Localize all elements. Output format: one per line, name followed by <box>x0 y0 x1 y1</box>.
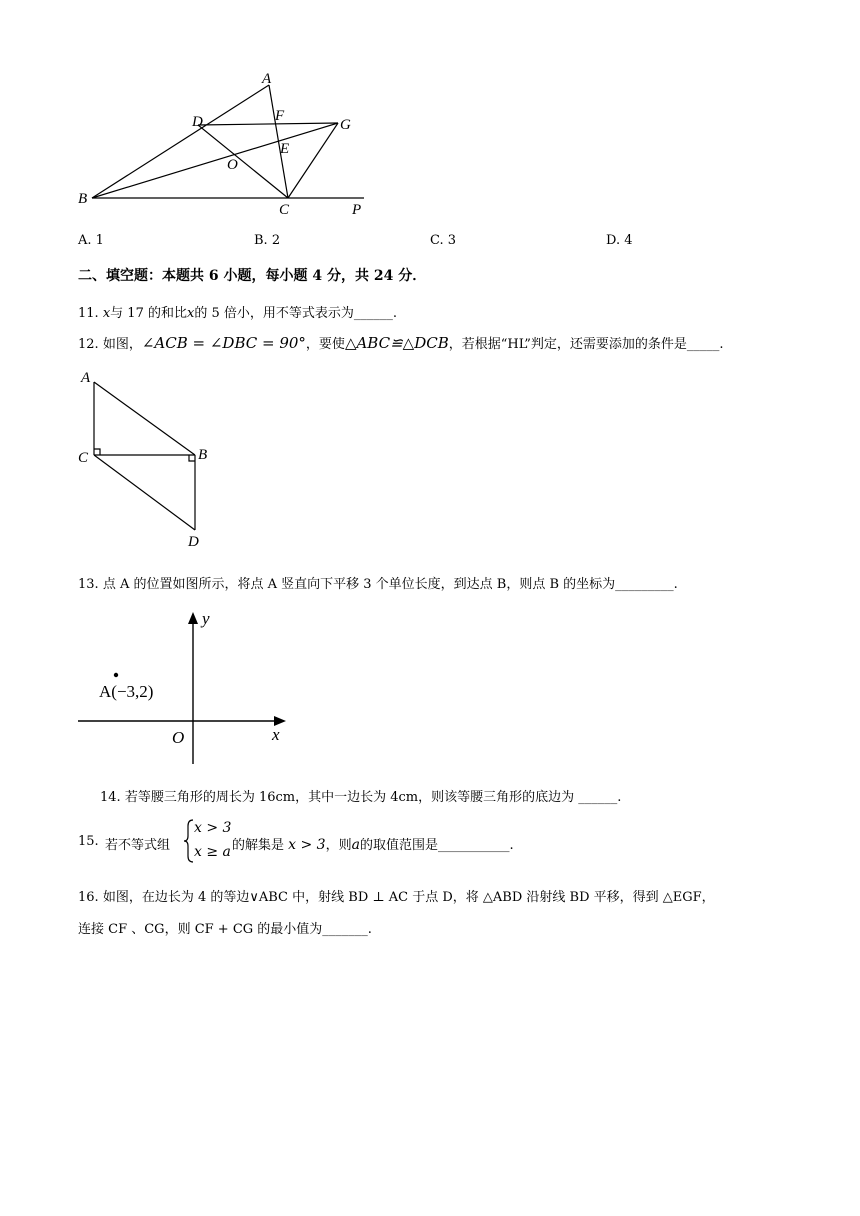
q14-number: 14. <box>100 790 121 805</box>
question-16-line-2 <box>78 918 372 937</box>
point-a-dot <box>114 673 118 677</box>
y-axis-arrow-icon <box>188 612 198 624</box>
q11-text-2: 的 5 倍小，用不等式表示为______. <box>194 306 397 321</box>
label-B: B <box>78 191 88 207</box>
q11-number: 11. <box>78 306 99 321</box>
right-angle-mark-c <box>94 449 100 455</box>
label-A: A <box>81 370 91 386</box>
q11-var-x-2: x <box>186 306 195 321</box>
figure-2-triangles <box>74 366 224 552</box>
q11-text-1: 与 17 的和比 <box>110 306 187 321</box>
q15-math-1: x > 3 <box>288 837 326 853</box>
option-b[interactable]: B. 2 <box>254 233 281 248</box>
q16-text-1: 如图，在边长为 4 的等边∨ABC 中，射线 BD ⊥ AC 于点 D，将 △ABD 沿射线 BD 平移，得到 △EGF， <box>102 890 715 905</box>
segment-AB <box>94 382 195 455</box>
figure-1-geometry <box>70 68 380 218</box>
q12-math-congruent: △ABC≌△DCB <box>344 334 449 352</box>
q16-text-2: 连接 CF 、CG，则 CF + CG 的最小值为_______. <box>78 922 372 937</box>
question-16-line-1 <box>78 886 715 905</box>
segment-DG <box>198 123 338 125</box>
q15-text-1: 若不等式组 <box>105 838 171 853</box>
q12-math-angles: ∠ACB = ∠DBC = 90° <box>141 334 306 352</box>
x-axis-label: x <box>272 725 280 744</box>
question-14 <box>100 786 621 805</box>
q12-text-3: ，若根据“HL”判定，还需要添加的条件是_____. <box>448 337 724 352</box>
q14-text: 若等腰三角形的周长为 16cm，其中一边长为 4cm，则该等腰三角形的底边为 ______. <box>124 790 622 805</box>
segment-BG <box>92 123 338 198</box>
segment-GC <box>288 123 338 198</box>
segment-CD <box>94 455 195 530</box>
label-C: C <box>279 202 290 218</box>
question-13 <box>78 573 678 592</box>
figure-3-coordinate-axes <box>72 604 302 774</box>
q15-rest <box>232 834 514 853</box>
option-d[interactable]: D. 4 <box>606 233 633 248</box>
q11-var-x: x <box>102 306 111 321</box>
q13-text: 点 A 的位置如图所示，将点 A 竖直向下平移 3 个单位长度，到达点 B，则点 B 的坐标为_________. <box>102 577 678 592</box>
q15-text-4: 的取值范围是___________. <box>359 838 514 853</box>
q16-number: 16. <box>78 890 99 905</box>
label-F: F <box>275 108 285 124</box>
label-D: D <box>188 534 199 550</box>
q15-text-2: 的解集是 <box>232 838 285 853</box>
q12-text-1: 如图， <box>102 337 142 352</box>
q15-number: 15. <box>78 834 99 849</box>
q15-system-line-1: x > 3 <box>194 820 232 836</box>
origin-label: O <box>172 728 185 747</box>
question-11 <box>78 302 397 321</box>
section-heading: 二、填空题：本题共 6 小题，每小题 4 分，共 24 分． <box>78 268 427 284</box>
q12-number: 12. <box>78 337 99 352</box>
q13-number: 13. <box>78 577 99 592</box>
right-angle-mark-b <box>189 455 195 461</box>
label-O: O <box>227 157 238 173</box>
segment-BA <box>92 85 269 198</box>
q15-math-2: a <box>351 837 360 853</box>
label-G: G <box>340 117 351 133</box>
y-axis-label: y <box>202 609 210 628</box>
option-a[interactable]: A. 1 <box>78 233 104 248</box>
label-C: C <box>78 450 89 466</box>
label-B: B <box>198 447 208 463</box>
point-a-label: A(−3,2) <box>99 682 154 701</box>
label-D: D <box>192 114 203 130</box>
q15-system-line-2: x ≥ a <box>194 844 231 860</box>
q12-text-2: ，要使 <box>305 337 345 352</box>
label-E: E <box>280 141 290 157</box>
label-P: P <box>352 202 362 218</box>
label-A: A <box>262 71 272 87</box>
question-12 <box>78 333 724 352</box>
option-c[interactable]: C. 3 <box>430 233 457 248</box>
q15-text-3: ，则 <box>325 838 352 853</box>
